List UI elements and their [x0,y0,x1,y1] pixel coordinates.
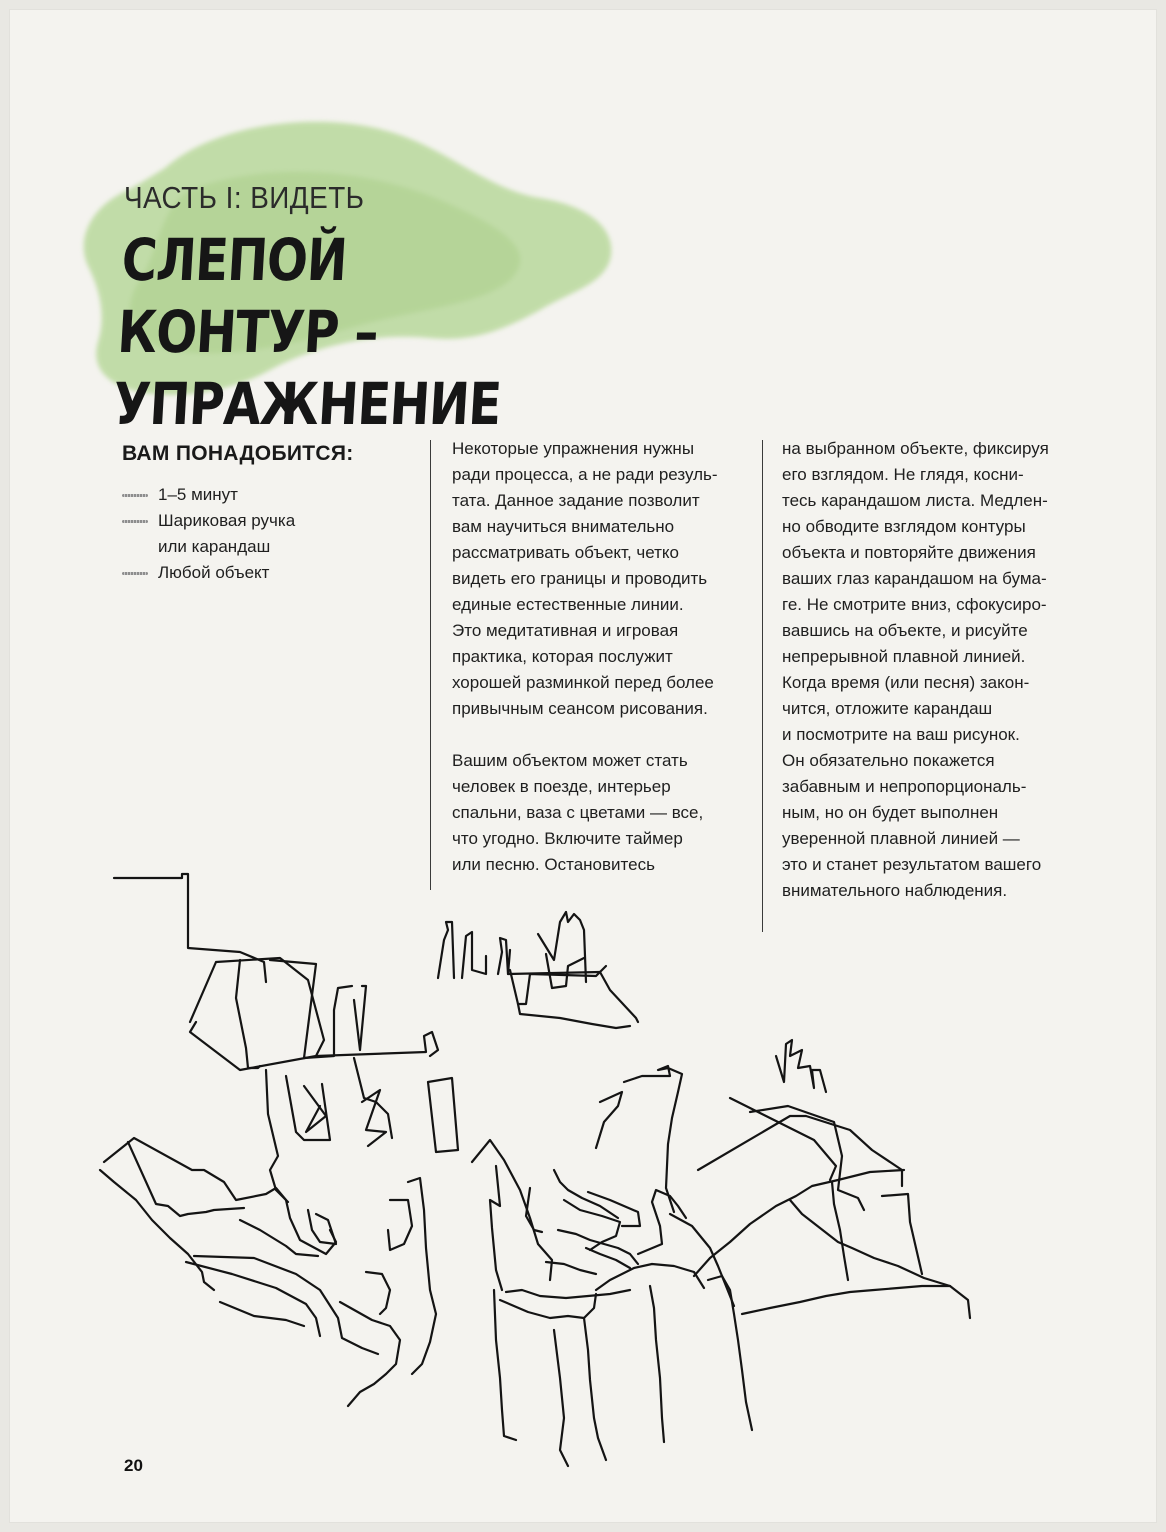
text-line: объекта и повторяйте движения [782,543,1036,562]
text-line: человек в поезде, интерьер [452,777,671,796]
needs-item-continuation [122,534,362,560]
text-line: Некоторые упражнения нужны [452,439,695,458]
needs-item [122,560,362,586]
blind-contour-sketch [90,870,1090,1470]
text-column-1 [452,436,718,878]
text-line: ным, но он будет выполнен [782,803,999,822]
title-line-2: УПРАЖНЕНИЕ [111,370,503,438]
text-line: вавшись на объекте, и рисуйте [782,621,1028,640]
page-title [111,224,555,440]
paragraph-gap [452,722,718,748]
book-page [10,10,1156,1522]
needs-item [122,508,362,534]
text-line: Когда время (или песня) закон- [782,673,1030,692]
text-line: на выбранном объекте, фиксируя [782,439,1049,458]
text-line: но обводите взглядом контуры [782,517,1026,536]
text-line: это и станет результатом вашего [782,855,1042,874]
needs-item-text: или карандаш [158,537,271,556]
needs-item [122,482,362,508]
dash-bullet-icon [122,494,148,497]
text-line: ге. Не смотрите вниз, сфокусиро- [782,595,1047,614]
column-divider-1 [430,440,431,890]
text-line: непрерывной плавной линией. [782,647,1026,666]
text-line: ваших глаз карандашом на бума- [782,569,1047,588]
needs-item-text: Шариковая ручка [158,511,296,530]
section-kicker: ЧАСТЬ I: ВИДЕТЬ [124,180,365,215]
text-line: Он обязательно покажется [782,751,995,770]
text-line: вам научиться внимательно [452,517,675,536]
dash-bullet-icon [122,572,148,575]
text-line: и посмотрите на ваш рисунок. [782,725,1020,744]
column-divider-2 [762,440,763,932]
needs-heading: ВАМ ПОНАДОБИТСЯ: [122,442,354,465]
text-line: тата. Данное задание позволит [452,491,700,510]
title-line-1: СЛЕПОЙ КОНТУР – [115,226,380,366]
text-line: практика, которая послужит [452,647,673,666]
text-line: забавным и непропорциональ- [782,777,1027,796]
text-line: хорошей разминкой перед более [452,673,714,692]
needs-list [122,482,362,586]
text-line: спальни, ваза с цветами — все, [452,803,704,822]
text-column-2 [782,436,1049,904]
needs-item-text: Любой объект [158,563,270,582]
text-line: видеть его границы и проводить [452,569,708,588]
text-line: Это медитативная и игровая [452,621,679,640]
text-line: его взглядом. Не глядя, косни- [782,465,1024,484]
needs-item-text: 1–5 минут [158,485,238,504]
text-line: единые естественные линии. [452,595,684,614]
dash-bullet-icon [122,520,148,523]
text-line: Вашим объектом может стать [452,751,688,770]
text-line: уверенной плавной линией — [782,829,1020,848]
text-line: внимательного наблюдения. [782,881,1008,900]
text-line: тесь карандашом листа. Медлен- [782,491,1048,510]
text-line: рассматривать объект, четко [452,543,680,562]
text-line: или песню. Остановитесь [452,855,655,874]
page-number: 20 [124,1456,143,1475]
text-line: привычным сеансом рисования. [452,699,708,718]
text-line: чится, отложите карандаш [782,699,993,718]
text-line: ради процесса, а не ради резуль- [452,465,718,484]
text-line: что угодно. Включите таймер [452,829,683,848]
